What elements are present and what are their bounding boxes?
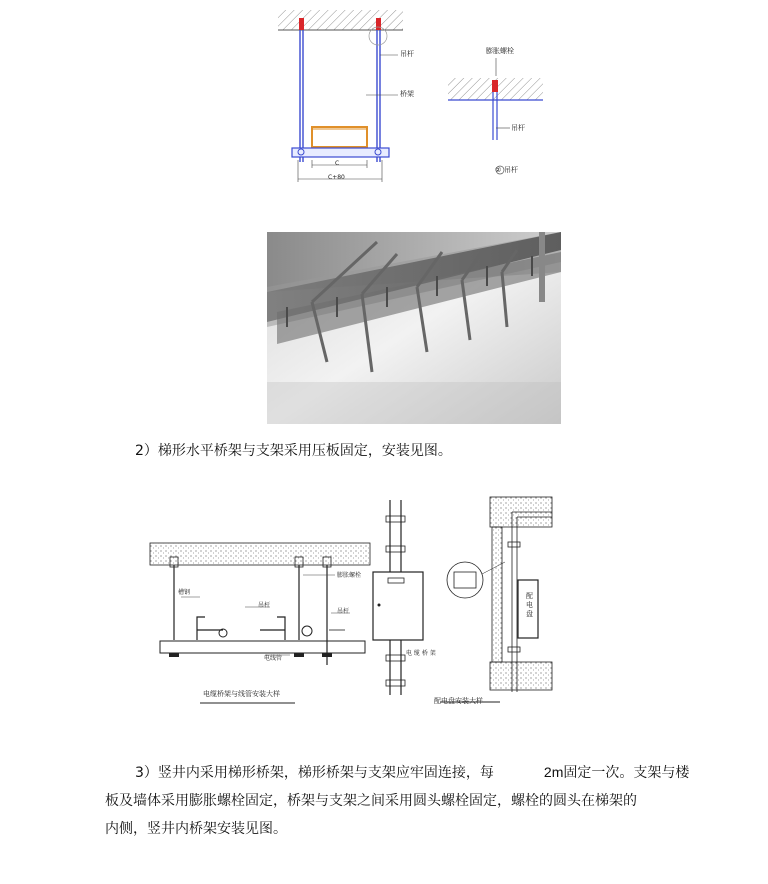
- caption-tray-conduit: 电缆桥架与线管安装大样: [203, 690, 280, 698]
- cable-tray: [312, 127, 367, 147]
- paragraph-3-text-a: 3）竖井内采用梯形桥架，梯形桥架与支架应牢固连接，每: [135, 765, 494, 781]
- paragraph-3-line-3: 内侧，竖井内桥架安装见图。: [105, 821, 287, 837]
- label-cable-tray-vertical: 电 缆 桥 架: [406, 650, 436, 657]
- paragraph-3-text-b: 2m: [543, 764, 564, 780]
- paragraph-3-line-2: 板及墙体采用膨胀螺栓固定，桥架与支架之间采用圆头螺栓固定，螺栓的圆头在梯架的: [105, 793, 637, 809]
- label-channel-steel: 槽钢: [178, 589, 191, 596]
- anchor-detail: [492, 80, 498, 92]
- top-installation-diagram: [270, 0, 570, 200]
- label-expansion-bolt-mid: 膨胀螺栓: [337, 572, 362, 579]
- anchor-left: [299, 18, 304, 30]
- label-note-mark: ②: [495, 166, 502, 174]
- label-dim-c80: C+80: [328, 174, 345, 181]
- label-cable-tray-top: 桥架: [400, 90, 414, 98]
- cable-tray-photo: [267, 232, 561, 424]
- label-suspension-rod: 吊杆: [400, 50, 414, 58]
- vertical-tray-panel-diagram: [365, 500, 445, 700]
- label-conduit: 电线管: [264, 655, 283, 662]
- label-rod-2: 吊杆: [337, 608, 350, 615]
- paragraph-3-line-1: [135, 758, 689, 787]
- ceiling-hatch: [278, 10, 403, 30]
- panel-install-diagram: [440, 492, 555, 707]
- anchor-right: [376, 18, 381, 30]
- cross-bar: [292, 148, 389, 157]
- caption-panel-install: 配电盘安装大样: [434, 697, 483, 705]
- label-dim-c: C: [335, 160, 340, 167]
- paragraph-2: 2）梯形水平桥架与支架采用压板固定，安装见图。: [135, 443, 452, 459]
- panel-box: [373, 572, 423, 640]
- tray-conduit-detail-diagram: [145, 535, 375, 710]
- label-rod-detail: 吊杆: [511, 124, 525, 132]
- label-panel: 配电盘: [526, 592, 533, 618]
- paragraph-3-text-c: 固定一次。支架与楼: [563, 765, 690, 781]
- label-note: 吊杆: [504, 166, 518, 174]
- label-rod-1: 吊杆: [258, 602, 271, 609]
- label-expansion-bolt-top: 膨胀螺栓: [486, 47, 514, 55]
